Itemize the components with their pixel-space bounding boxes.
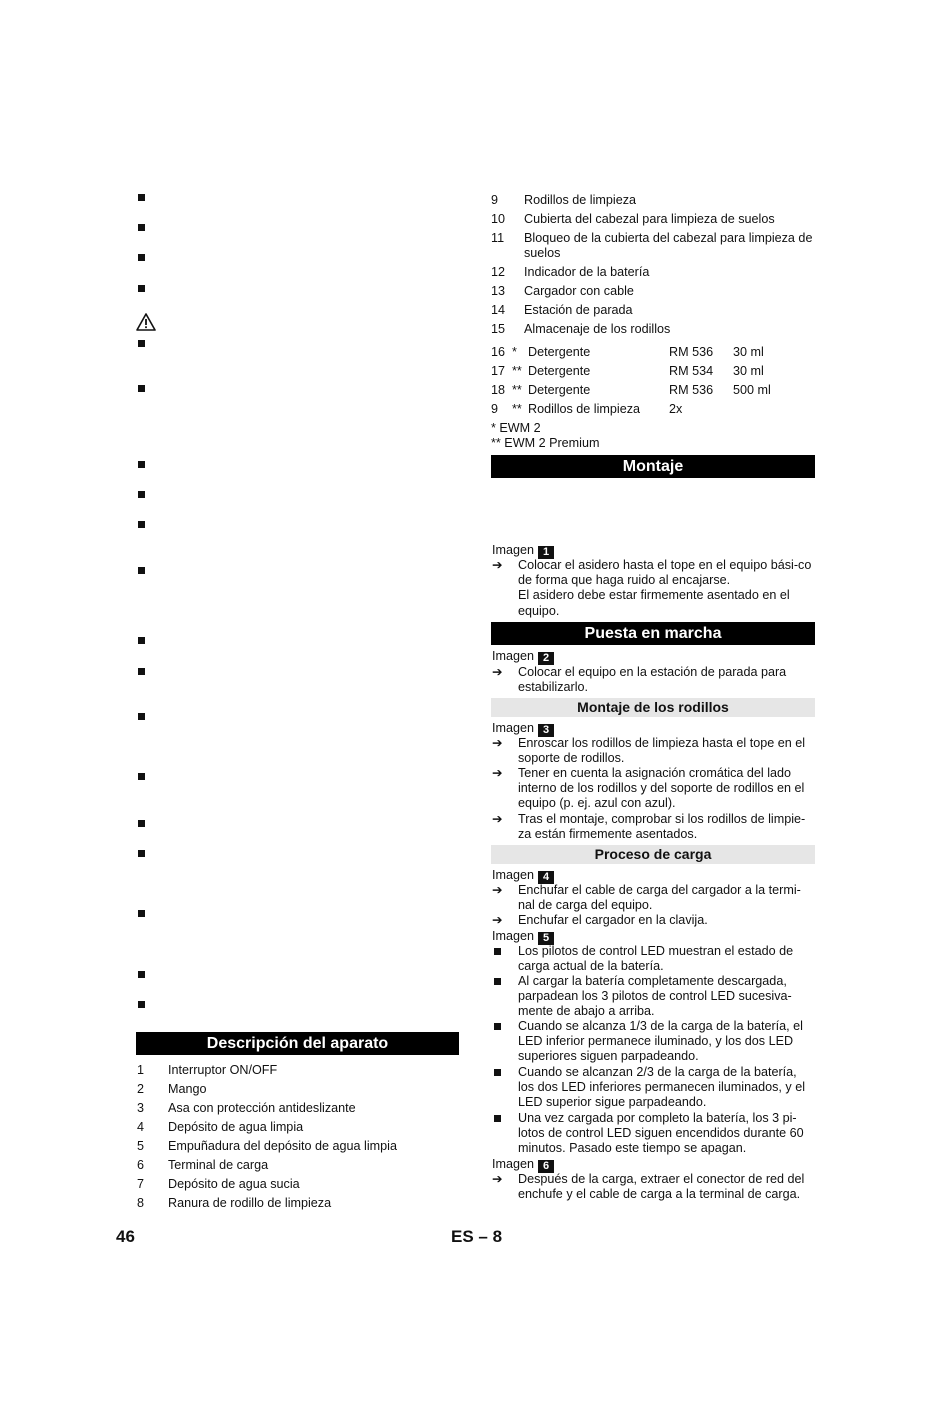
bullet-icon — [138, 668, 145, 675]
image-reference: Imagen 6 — [492, 1157, 554, 1173]
instruction-step: ➔ Colocar el asidero hasta el tope en el equipo bási-co de forma que haga ruido al encajarse. El asidero debe estar firmemente asentado en el equipo. — [492, 558, 812, 618]
arrow-icon: ➔ — [492, 812, 503, 826]
page-number: 46 — [116, 1227, 135, 1246]
accessories-table: 16 * Detergente RM 536 30 ml 17 ** Detergente RM 534 30 ml 18 ** Detergente RM 536 500 ml 9 ** Rodillos de limpieza 2x — [491, 345, 771, 416]
arrow-icon: ➔ — [492, 665, 503, 679]
image-reference: Imagen 3 — [492, 721, 554, 737]
instruction-step: ➔ Tras el montaje, comprobar si los rodillos de limpie-za están firmemente asentados. — [492, 812, 806, 842]
subsection-heading-carga: Proceso de carga — [491, 845, 815, 864]
bullet-icon — [138, 713, 145, 720]
warning-triangle-icon — [136, 313, 156, 331]
arrow-icon: ➔ — [492, 883, 503, 897]
instruction-step: ➔ Tener en cuenta la asignación cromática del lado interno de los rodillos y del soporte de rodillos en el equipo (p. ej. azul con azul). — [492, 766, 805, 811]
bullet-icon — [494, 1023, 501, 1030]
arrow-icon: ➔ — [492, 1172, 503, 1186]
subsection-heading-rodillos: Montaje de los rodillos — [491, 698, 815, 717]
list-item: Los pilotos de control LED muestran el estado de carga actual de la batería. — [492, 944, 816, 974]
bullet-icon — [138, 285, 145, 292]
bullet-icon — [138, 224, 145, 231]
footnote: ** EWM 2 Premium — [491, 436, 600, 450]
image-reference: Imagen 2 — [492, 649, 554, 665]
bullet-icon — [138, 910, 145, 917]
arrow-icon: ➔ — [492, 736, 503, 750]
arrow-icon: ➔ — [492, 558, 503, 572]
section-heading-puesta-en-marcha: Puesta en marcha — [491, 622, 815, 645]
bullet-icon — [494, 978, 501, 985]
bullet-icon — [138, 971, 145, 978]
bullet-icon — [494, 1115, 501, 1122]
instruction-step: ➔ Enchufar el cargador en la clavija. — [492, 913, 708, 927]
section-heading-descripcion: Descripción del aparato — [136, 1032, 459, 1055]
image-reference: Imagen 1 — [492, 543, 554, 559]
instruction-step: ➔ Enroscar los rodillos de limpieza hasta el tope en el soporte de rodillos. — [492, 736, 806, 766]
footnote: * EWM 2 — [491, 421, 541, 435]
bullet-icon — [138, 773, 145, 780]
bullet-icon — [494, 948, 501, 955]
arrow-icon: ➔ — [492, 766, 503, 780]
list-item: Una vez cargada por completo la batería, los 3 pi-lotos de control LED siguen encendidos durante 60 minutos. Pasado este tiempo se apagan. — [492, 1111, 816, 1157]
image-reference: Imagen 4 — [492, 868, 554, 884]
bullet-icon — [138, 491, 145, 498]
bullet-icon — [138, 194, 145, 201]
list-item: Cuando se alcanza 1/3 de la carga de la batería, el LED inferior permanece iluminado, y los dos LED superiores siguen parpadeando. — [492, 1019, 816, 1065]
section-heading-montaje: Montaje — [491, 455, 815, 478]
bullet-icon — [138, 1001, 145, 1008]
instruction-step: ➔ Después de la carga, extraer el conector de red del enchufe y el cable de carga a la terminal de carga. — [492, 1172, 805, 1202]
bullet-icon — [138, 521, 145, 528]
instruction-step: ➔ Enchufar el cable de carga del cargador a la termi-nal de carga del equipo. — [492, 883, 801, 913]
list-item: Al cargar la batería completamente descargada, parpadean los 3 pilotos de control LED sucesiva-mente de abajo a arriba. — [492, 974, 816, 1020]
bullet-icon — [138, 340, 145, 347]
bullet-icon — [138, 850, 145, 857]
bullet-icon — [494, 1069, 501, 1076]
bullet-icon — [138, 637, 145, 644]
bullet-icon — [138, 385, 145, 392]
instruction-step: ➔ Colocar el equipo en la estación de parada para estabilizarlo. — [492, 665, 787, 695]
bullet-icon — [138, 461, 145, 468]
arrow-icon: ➔ — [492, 913, 503, 927]
list-item: Cuando se alcanzan 2/3 de la carga de la batería, los dos LED inferiores permanecen iluminados, y el LED superior sigue parpadeando. — [492, 1065, 816, 1111]
section-code: ES – 8 — [451, 1227, 503, 1246]
bullet-icon — [138, 567, 145, 574]
image-reference: Imagen 5 — [492, 929, 554, 945]
bullet-icon — [138, 820, 145, 827]
bullet-icon — [138, 254, 145, 261]
